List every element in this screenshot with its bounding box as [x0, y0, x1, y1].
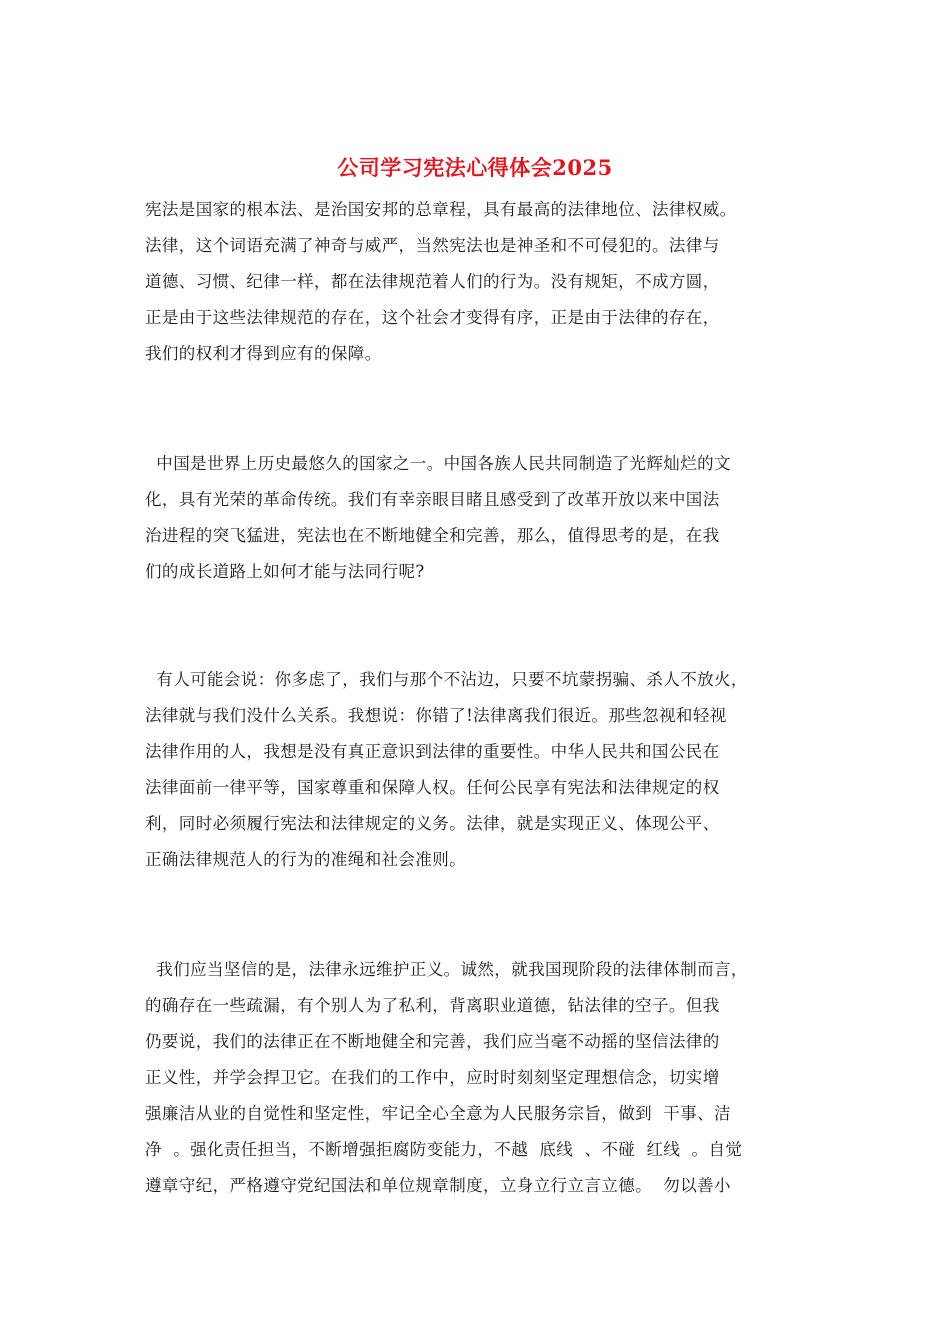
- paragraph-2: [145, 446, 825, 590]
- paragraph-line: 中国是世界上历史最悠久的国家之一。中国各族人民共同制造了光辉灿烂的文: [145, 454, 731, 473]
- paragraph-3: [145, 662, 825, 878]
- paragraph-line: 正确法律规范人的行为的准绳和社会准则。: [145, 850, 467, 869]
- paragraph-line: 道德、习惯、纪律一样，都在法律规范着人们的行为。没有规矩，不成方圆，: [145, 272, 720, 291]
- paragraph-line: 们的成长道路上如何才能与法同行呢?: [145, 562, 425, 581]
- paragraph-line: 正是由于这些法律规范的存在，这个社会才变得有序，正是由于法律的存在，: [145, 308, 720, 327]
- paragraph-line: 法律作用的人，我想是没有真正意识到法律的重要性。中华人民共和国公民在: [145, 742, 720, 761]
- paragraph-line: 化，具有光荣的革命传统。我们有幸亲眼目睹且感受到了改革开放以来中国法: [145, 490, 720, 509]
- paragraph-4: [145, 952, 825, 1204]
- paragraph-line: 有人可能会说：你多虑了，我们与那个不沾边，只要不坑蒙拐骗、杀人不放火，: [145, 670, 748, 689]
- paragraph-1: [145, 192, 825, 372]
- paragraph-line: 的确存在一些疏漏，有个别人为了私利，背离职业道德，钻法律的空子。但我: [145, 996, 720, 1015]
- document-title: 公司学习宪法心得体会2025: [337, 155, 613, 180]
- paragraph-line: 我们应当坚信的是，法律永远维护正义。诚然，就我国现阶段的法律体制而言，: [145, 960, 748, 979]
- paragraph-line: 净 。强化责任担当，不断增强拒腐防变能力，不越 底线 、不碰 红线 。自觉: [145, 1140, 743, 1159]
- paragraph-line: 法律，这个词语充满了神奇与威严，当然宪法也是神圣和不可侵犯的。法律与: [145, 236, 720, 255]
- paragraph-line: 正义性，并学会捍卫它。在我们的工作中，应时时刻刻坚定理想信念，切实增: [145, 1068, 720, 1087]
- paragraph-line: 治进程的突飞猛进，宪法也在不断地健全和完善，那么，值得思考的是，在我: [145, 526, 720, 545]
- paragraph-line: 法律就与我们没什么关系。我想说：你错了!法律离我们很近。那些忽视和轻视: [145, 706, 727, 725]
- paragraph-line: 我们的权利才得到应有的保障。: [145, 344, 382, 363]
- paragraph-line: 利，同时必须履行宪法和法律规定的义务。法律，就是实现正义、体现公平、: [145, 814, 720, 833]
- paragraph-line: 遵章守纪，严格遵守党纪国法和单位规章制度，立身立行立言立德。 勿以善小: [145, 1176, 731, 1195]
- paragraph-line: 法律面前一律平等，国家尊重和保障人权。任何公民享有宪法和法律规定的权: [145, 778, 720, 797]
- paragraph-line: 宪法是国家的根本法、是治国安邦的总章程，具有最高的法律地位、法律权威。: [145, 200, 737, 219]
- paragraph-line: 强廉洁从业的自觉性和坚定性，牢记全心全意为人民服务宗旨，做到 干事、洁: [145, 1104, 731, 1123]
- paragraph-line: 仍要说，我们的法律正在不断地健全和完善，我们应当毫不动摇的坚信法律的: [145, 1032, 720, 1051]
